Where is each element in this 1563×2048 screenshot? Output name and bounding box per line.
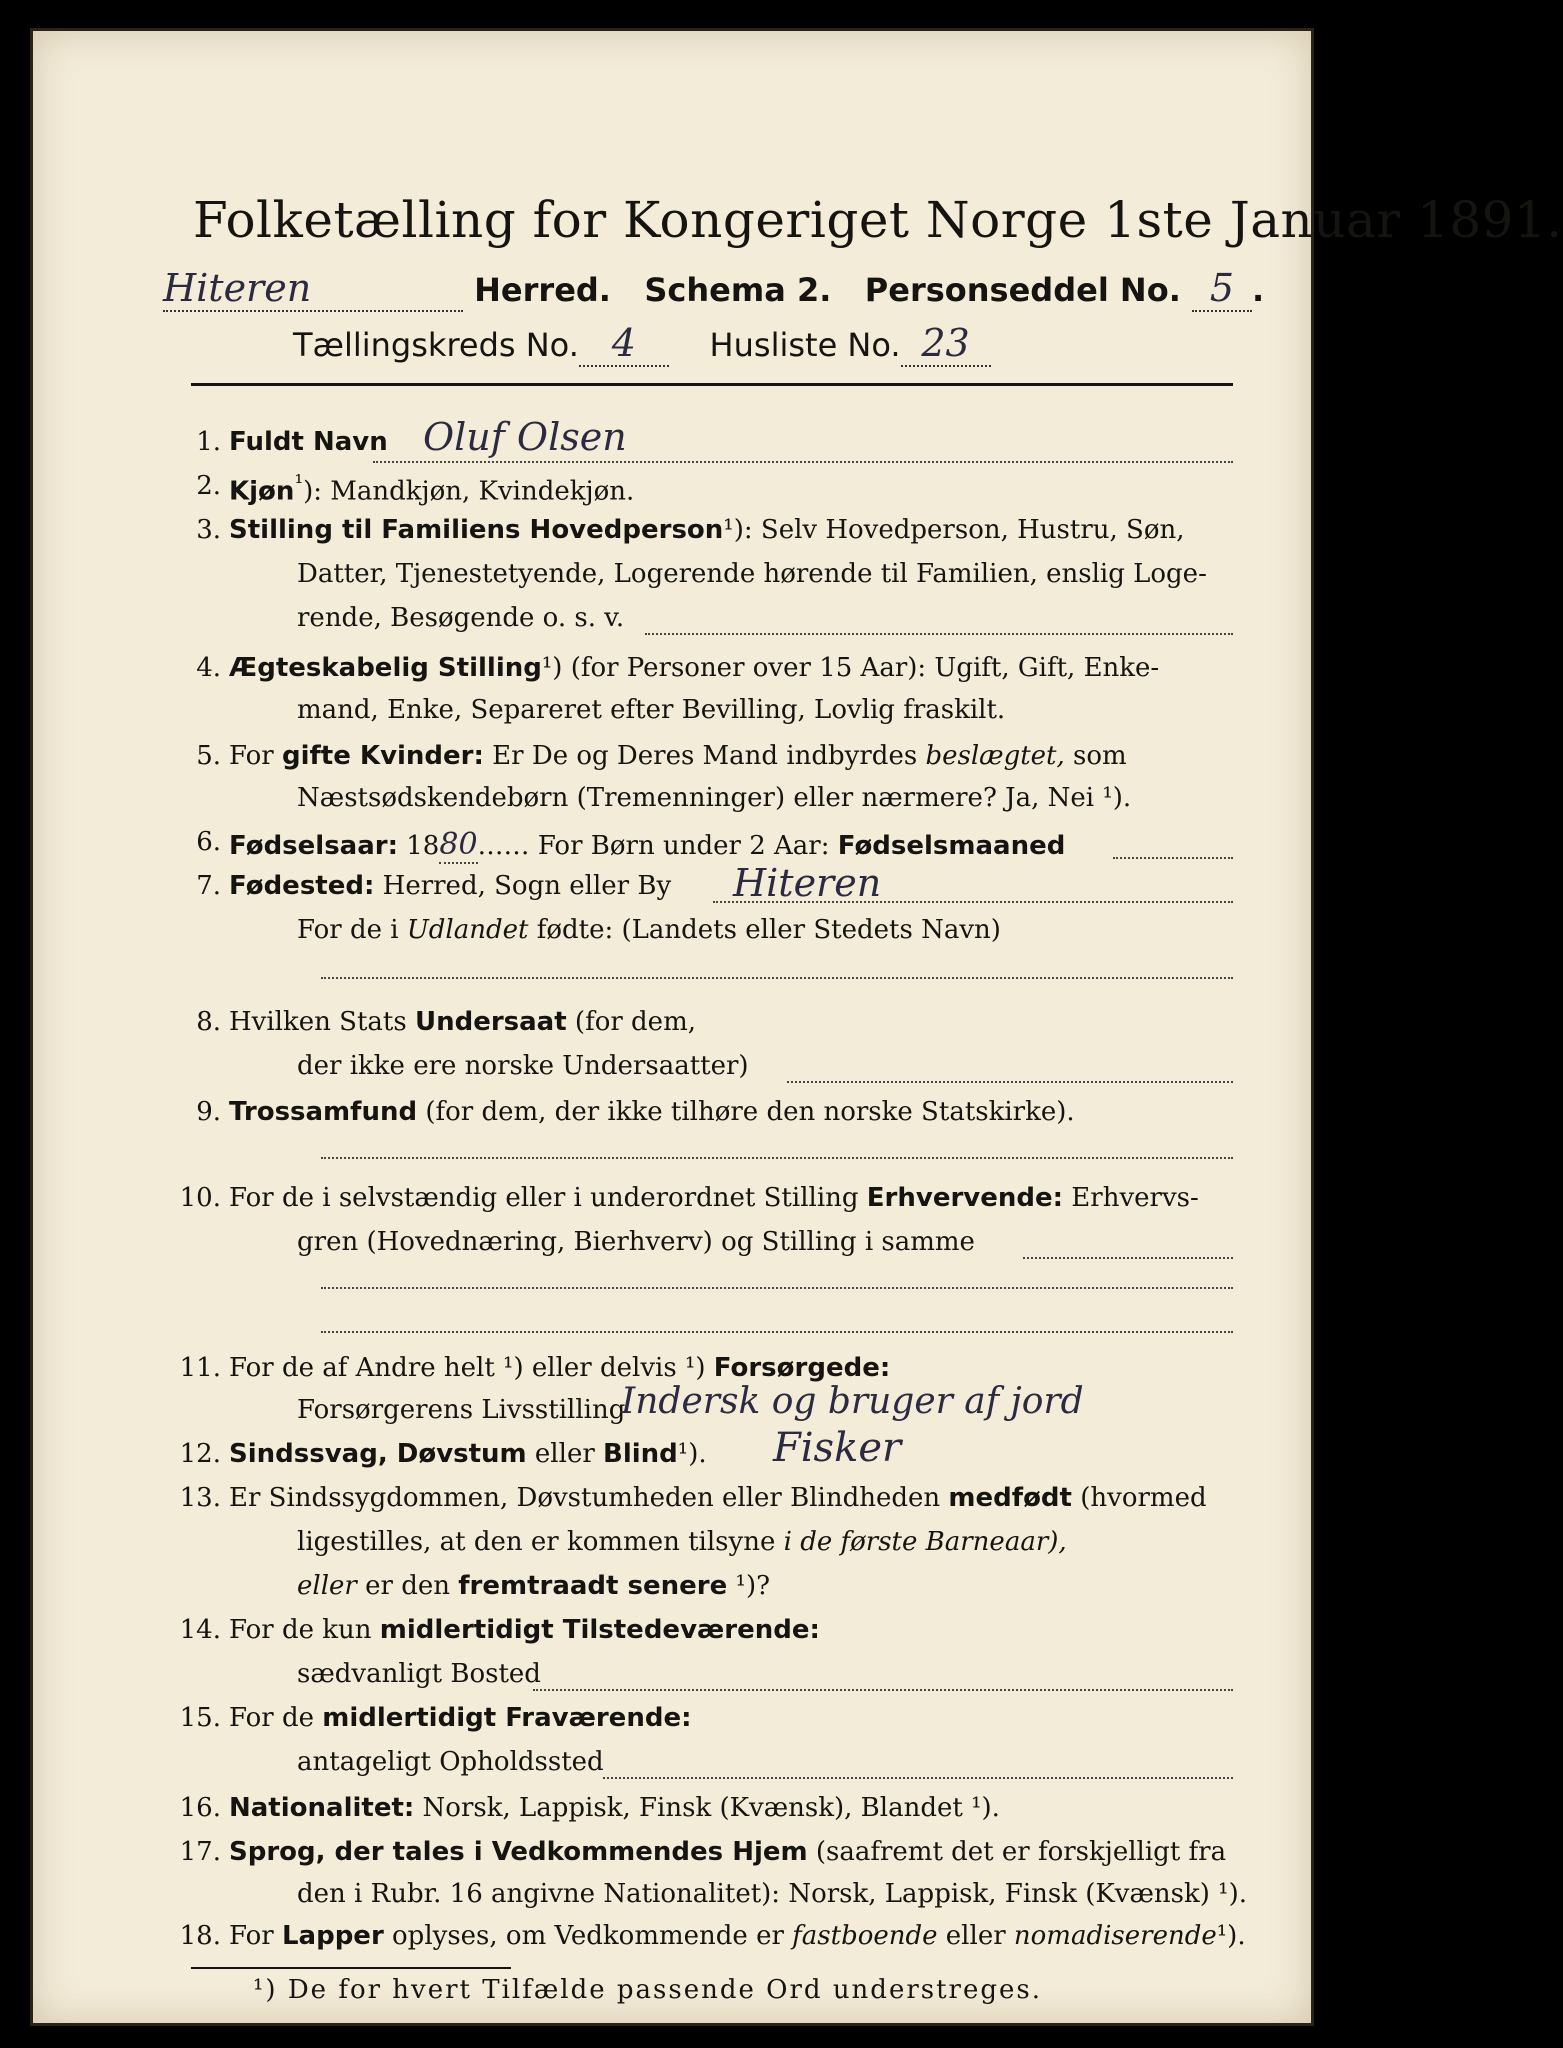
item-label: Sindssvag, Døvstum [229, 1439, 527, 1469]
item-number: 2. [196, 471, 221, 501]
herred-value: Hiteren [163, 266, 463, 312]
item-text: Er Sindssygdommen, Døvstumheden eller Blindheden [229, 1483, 941, 1513]
item-text: (hvormed [1080, 1483, 1207, 1513]
item-label: Stilling til Familiens Hovedperson [229, 515, 724, 545]
item-text: ¹): Selv Hovedperson, Hustru, Søn, [723, 515, 1185, 545]
item-number: 16. [179, 1793, 221, 1823]
item-text: (for dem, der ikke tilhøre den norske Statskirke). [425, 1097, 1075, 1127]
kreds-label: Tællingskreds No. [293, 326, 579, 364]
provider-occupation-value: Indersk og bruger af jord [621, 1381, 1084, 1422]
item-text: oplyses, om Vedkommende er [392, 1921, 784, 1951]
item-label: Blind [603, 1439, 678, 1469]
item-text: For [229, 1921, 274, 1951]
item-label: Fødselsmaaned [837, 831, 1066, 861]
form-title: Folketælling for Kongeriget Norge 1ste Januar 1891. [193, 191, 1563, 249]
item-text: i de første Barneaar), [783, 1527, 1067, 1557]
item-text: eller [534, 1439, 595, 1469]
item-number: 6. [196, 827, 221, 857]
fill-line [1113, 857, 1233, 859]
item-text: Næstsødskendebørn (Tremenninger) eller nærmere? Ja, Nei ¹). [297, 783, 1132, 813]
census-form: Folketælling for Kongeriget Norge 1ste Januar 1891. Hiteren Herred. Schema 2. Personseddel No. 5 . Tællingskreds No. 4 Husliste No. 23 1. Fuldt Navn Oluf Olsen 2. Kjøn$^{^1}$): Mandkjøn, Kvindekjøn. 3. Stilling til Familiens Hovedperson¹): Selv Hovedperson, Hustru, Søn, Datter, Tjenestetyende, Logerende hørende til Familien, enslig Loge- rende, Besøgende o. s. v. 4. Ægteskabelig Stilling¹) (for Personer over 15 Aar): Ugift, Gift, Enke- mand, Enke, Separeret efter Bevilling, Lovlig fraskilt. 5. For gifte Kvinder: Er De og Deres Mand indbyrdes beslægtet, som Næstsødskendebørn (Tremenninger) eller nærmere? Ja, Nei ¹). 6. Fødselsaar: 1880…… For Børn under 2 Aar: Fødselsmaaned 7. Fødested: Herred, Sogn eller By Hiteren For de i Udlandet fødte: (Landets eller Stedets Navn) 8. Hvilken Stats Undersaat (for dem, der ikke ere norske Undersaatter) 9. Trossamfund (for dem, der ikke tilhøre den norske Statskirke). 10. For de i selvstændig eller i underordnet Stilling Erhvervende: Erhvervs- gren (Hovednæring, Bierhverv) og Stilling i samme 11. For de af Andre helt ¹) eller delvis ¹) Forsørgede: Forsørgerens Livsstilling Indersk og bruger af jord 12. Sindssvag, Døvstum eller Blind¹). Fisker 13. Er Sindssygdommen, Døvstumheden eller Blindheden medfødt (hvormed ligestilles, at den er kommen tilsyne i de første Barneaar), eller er den fremtraadt senere ¹)? 14. For de kun midlertidigt Tilstedeværende: sædvanligt Bosted 15. For de midlertidigt Fraværende: antageligt Opholdssted 16. Nationalitet: Norsk, Lappisk, Finsk (Kvænsk), Blandet ¹). 17. Sprog, der tales i Vedkommendes Hjem (saafremt det er forskjelligt fra den i Rubr. 16 angivne Nationalitet): Norsk, Lappisk, Finsk (Kvænsk) ¹). 18. For Lapper oplyses, om Vedkommende er fastboende eller nomadiserende¹). ¹) De for hvert Tilfælde passende Ord understreges. [30, 28, 1314, 2026]
item-number: 11. [179, 1353, 221, 1383]
husliste-label: Husliste No. [709, 326, 901, 364]
item-label: Lapper [281, 1921, 384, 1951]
item-text: fastboende [792, 1921, 938, 1951]
item-text: Herred, Sogn eller By [382, 871, 672, 901]
item-text: Udlandet [406, 915, 529, 945]
item-label: Fødselsaar: [229, 831, 398, 861]
footnote-rule [191, 1967, 511, 1969]
fill-line [603, 1777, 1233, 1779]
item-label: Ægteskabelig Stilling [229, 653, 542, 683]
fill-line [645, 633, 1233, 635]
item-text: rende, Besøgende o. s. v. [297, 603, 625, 633]
item-text: Hvilken Stats [229, 1007, 407, 1037]
item-number: 4. [196, 653, 221, 683]
item-text: Forsørgerens Livsstilling [297, 1395, 626, 1425]
item-text: mand, Enke, Separeret efter Bevilling, Lovlig fraskilt. [297, 695, 1006, 725]
fill-line [533, 1689, 1233, 1691]
item-text: sædvanligt Bosted [297, 1659, 541, 1689]
herred-label: Herred. [474, 271, 611, 309]
item-text: Er De og Deres Mand indbyrdes [492, 741, 918, 771]
item-text: Erhvervs- [1071, 1183, 1199, 1213]
item-label: gifte Kvinder: [281, 741, 484, 771]
fill-line [321, 1331, 1233, 1333]
item-label: Kjøn [229, 476, 295, 507]
item-number: 13. [179, 1483, 221, 1513]
item-text: eller [297, 1571, 357, 1601]
item-number: 18. [179, 1921, 221, 1951]
item-text: For de kun [229, 1615, 372, 1645]
item-text: For de i [297, 915, 399, 945]
item-text: For de [229, 1703, 314, 1733]
personseddel-label: Personseddel No. [864, 271, 1181, 309]
header-rule [191, 383, 1233, 386]
item-text: For de af Andre helt ¹) eller delvis ¹) [229, 1353, 706, 1383]
item-label: Fødested: [229, 871, 375, 901]
item-label: Forsørgede: [713, 1353, 891, 1383]
item-text: fødte: (Landets eller Stedets Navn) [536, 915, 1001, 945]
item-text: For Børn under 2 Aar: [537, 831, 830, 861]
husliste-value: 23 [901, 321, 991, 367]
item-text: er den [365, 1571, 450, 1601]
fill-line [787, 1081, 1233, 1083]
item-text: For [229, 741, 274, 771]
item-number: 5. [196, 741, 221, 771]
kreds-line [293, 321, 991, 367]
item-text: nomadiserende [1013, 1921, 1217, 1951]
item-number: 9. [196, 1097, 221, 1127]
schema-label: Schema 2. [644, 271, 832, 309]
item-text: (saafremt det er forskjelligt fra [815, 1837, 1227, 1867]
item-text: som [1073, 741, 1127, 771]
item-text: ligestilles, at den er kommen tilsyne [297, 1527, 776, 1557]
item-text: ¹) (for Personer over 15 Aar): Ugift, Gift, Enke- [541, 653, 1160, 683]
item-label: Sprog, der tales i Vedkommendes Hjem [229, 1837, 808, 1867]
item-text: ¹)? [735, 1571, 771, 1601]
item-label: Trossamfund [229, 1097, 418, 1127]
fill-line [321, 1157, 1233, 1159]
footnote-mark: ¹ [294, 471, 304, 496]
item-label: Nationalitet: [229, 1793, 415, 1823]
item-number: 7. [196, 871, 221, 901]
herred-line: Hiteren Herred. Schema 2. Personseddel No. 5 . [163, 266, 1265, 310]
item-text: ¹). [677, 1439, 707, 1469]
item-label: Undersaat [414, 1007, 567, 1037]
fill-line [1023, 1257, 1233, 1259]
item-text: Datter, Tjenestetyende, Logerende hørende til Familien, enslig Loge- [297, 559, 1207, 589]
item-text: ): Mandkjøn, Kvindekjøn. [303, 476, 635, 507]
birthplace-value: Hiteren [733, 861, 882, 905]
item-text: eller [945, 1921, 1006, 1951]
item-text: der ikke ere norske Undersaatter) [297, 1051, 749, 1081]
item-label: fremtraadt senere [458, 1571, 728, 1601]
item-text: antageligt Opholdssted [297, 1747, 604, 1777]
item-number: 8. [196, 1007, 221, 1037]
item-number: 1. [196, 427, 221, 457]
item-text: beslægtet, [925, 741, 1065, 771]
personseddel-value: 5 [1192, 266, 1252, 312]
item-text: ¹). [1216, 1921, 1246, 1951]
fill-line [713, 901, 1233, 903]
year-prefix: 18 [406, 831, 440, 861]
fill-line [321, 1287, 1233, 1289]
item-text: den i Rubr. 16 angivne Nationalitet): Norsk, Lappisk, Finsk (Kvænsk) ¹). [297, 1879, 1248, 1909]
item-number: 3. [196, 515, 221, 545]
item-label: Erhvervende: [866, 1183, 1064, 1213]
item-number: 15. [179, 1703, 221, 1733]
item-number: 12. [179, 1439, 221, 1469]
item-number: 14. [179, 1615, 221, 1645]
item-label: midlertidigt Fraværende: [322, 1703, 692, 1733]
item-text: Norsk, Lappisk, Finsk (Kvænsk), Blandet ¹). [422, 1793, 1000, 1823]
fill-line [373, 461, 1233, 463]
item-text: gren (Hovednæring, Bierhverv) og Stilling i samme [297, 1227, 975, 1257]
kreds-value: 4 [579, 321, 669, 367]
item-text: (for dem, [574, 1007, 696, 1037]
item-number: 17. [179, 1837, 221, 1867]
footnote: ¹) De for hvert Tilfælde passende Ord understreges. [253, 1975, 1043, 2005]
birth-year-value: 80 [439, 827, 478, 862]
item-label: midlertidigt Tilstedeværende: [379, 1615, 820, 1645]
occupation-value: Fisker [773, 1425, 902, 1471]
item-label: medfødt [948, 1483, 1072, 1513]
fill-line [321, 977, 1233, 979]
item-number: 10. [179, 1183, 221, 1213]
item-text: For de i selvstændig eller i underordnet Stilling [229, 1183, 859, 1213]
name-value: Oluf Olsen [423, 415, 627, 459]
item-label: Fuldt Navn [229, 427, 388, 457]
